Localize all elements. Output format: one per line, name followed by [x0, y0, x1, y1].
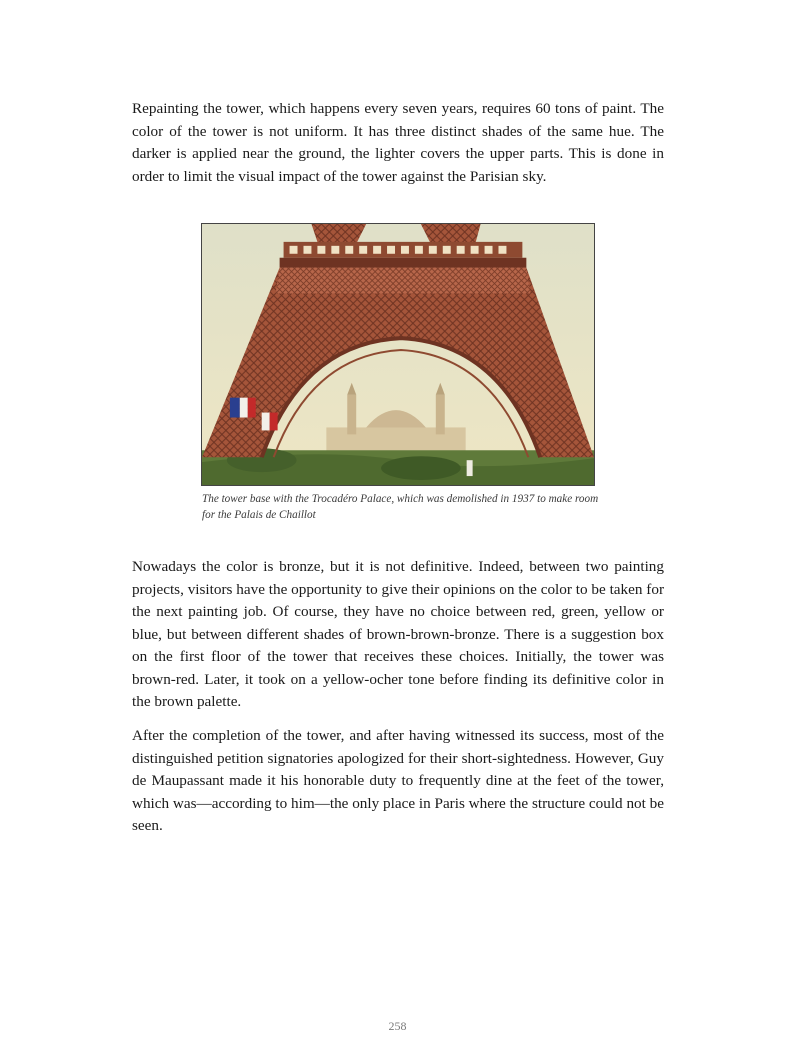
- paragraph-repainting: Repainting the tower, which happens every seven years, requires 60 tons of paint. The color of the tower is not uniform. It has three distinct shades of the same hue. The darker is applied near the ground, the lighter covers the upper parts. This is done in order to limit the visual impact of the tower against the Parisian sky.: [132, 100, 664, 185]
- figure-caption: The tower base with the Trocadéro Palace, which was demolished in 1937 to make room for the Palais de Chaillot: [202, 493, 599, 521]
- page-number: 258: [388, 1019, 407, 1033]
- eiffel-tower-photo: [201, 223, 595, 486]
- eiffel-tower-illustration: [202, 224, 594, 485]
- paragraph-maupassant: After the completion of the tower, and after having witnessed its success, most of the distinguished petition signatories apologized for their short-sightedness. However, Guy de Maupassant made it his honorable duty to frequently dine at the feet of the tower, which was—according to him—the only place in Paris where the structure could not be seen.: [132, 727, 664, 834]
- paragraph-color: Nowadays the color is bronze, but it is not definitive. Indeed, between two painting projects, visitors have the opportunity to give their opinions on the color to be taken for the next painting job. Of course, they have no choice between red, green, yellow or blue, but between different shades of brown-brown-bronze. There is a suggestion box on the first floor of the tower that receives these choices. Initially, the tower was brown-red. Later, it took on a yellow-ocher tone before finding its definitive color in the brown palette.: [132, 558, 664, 710]
